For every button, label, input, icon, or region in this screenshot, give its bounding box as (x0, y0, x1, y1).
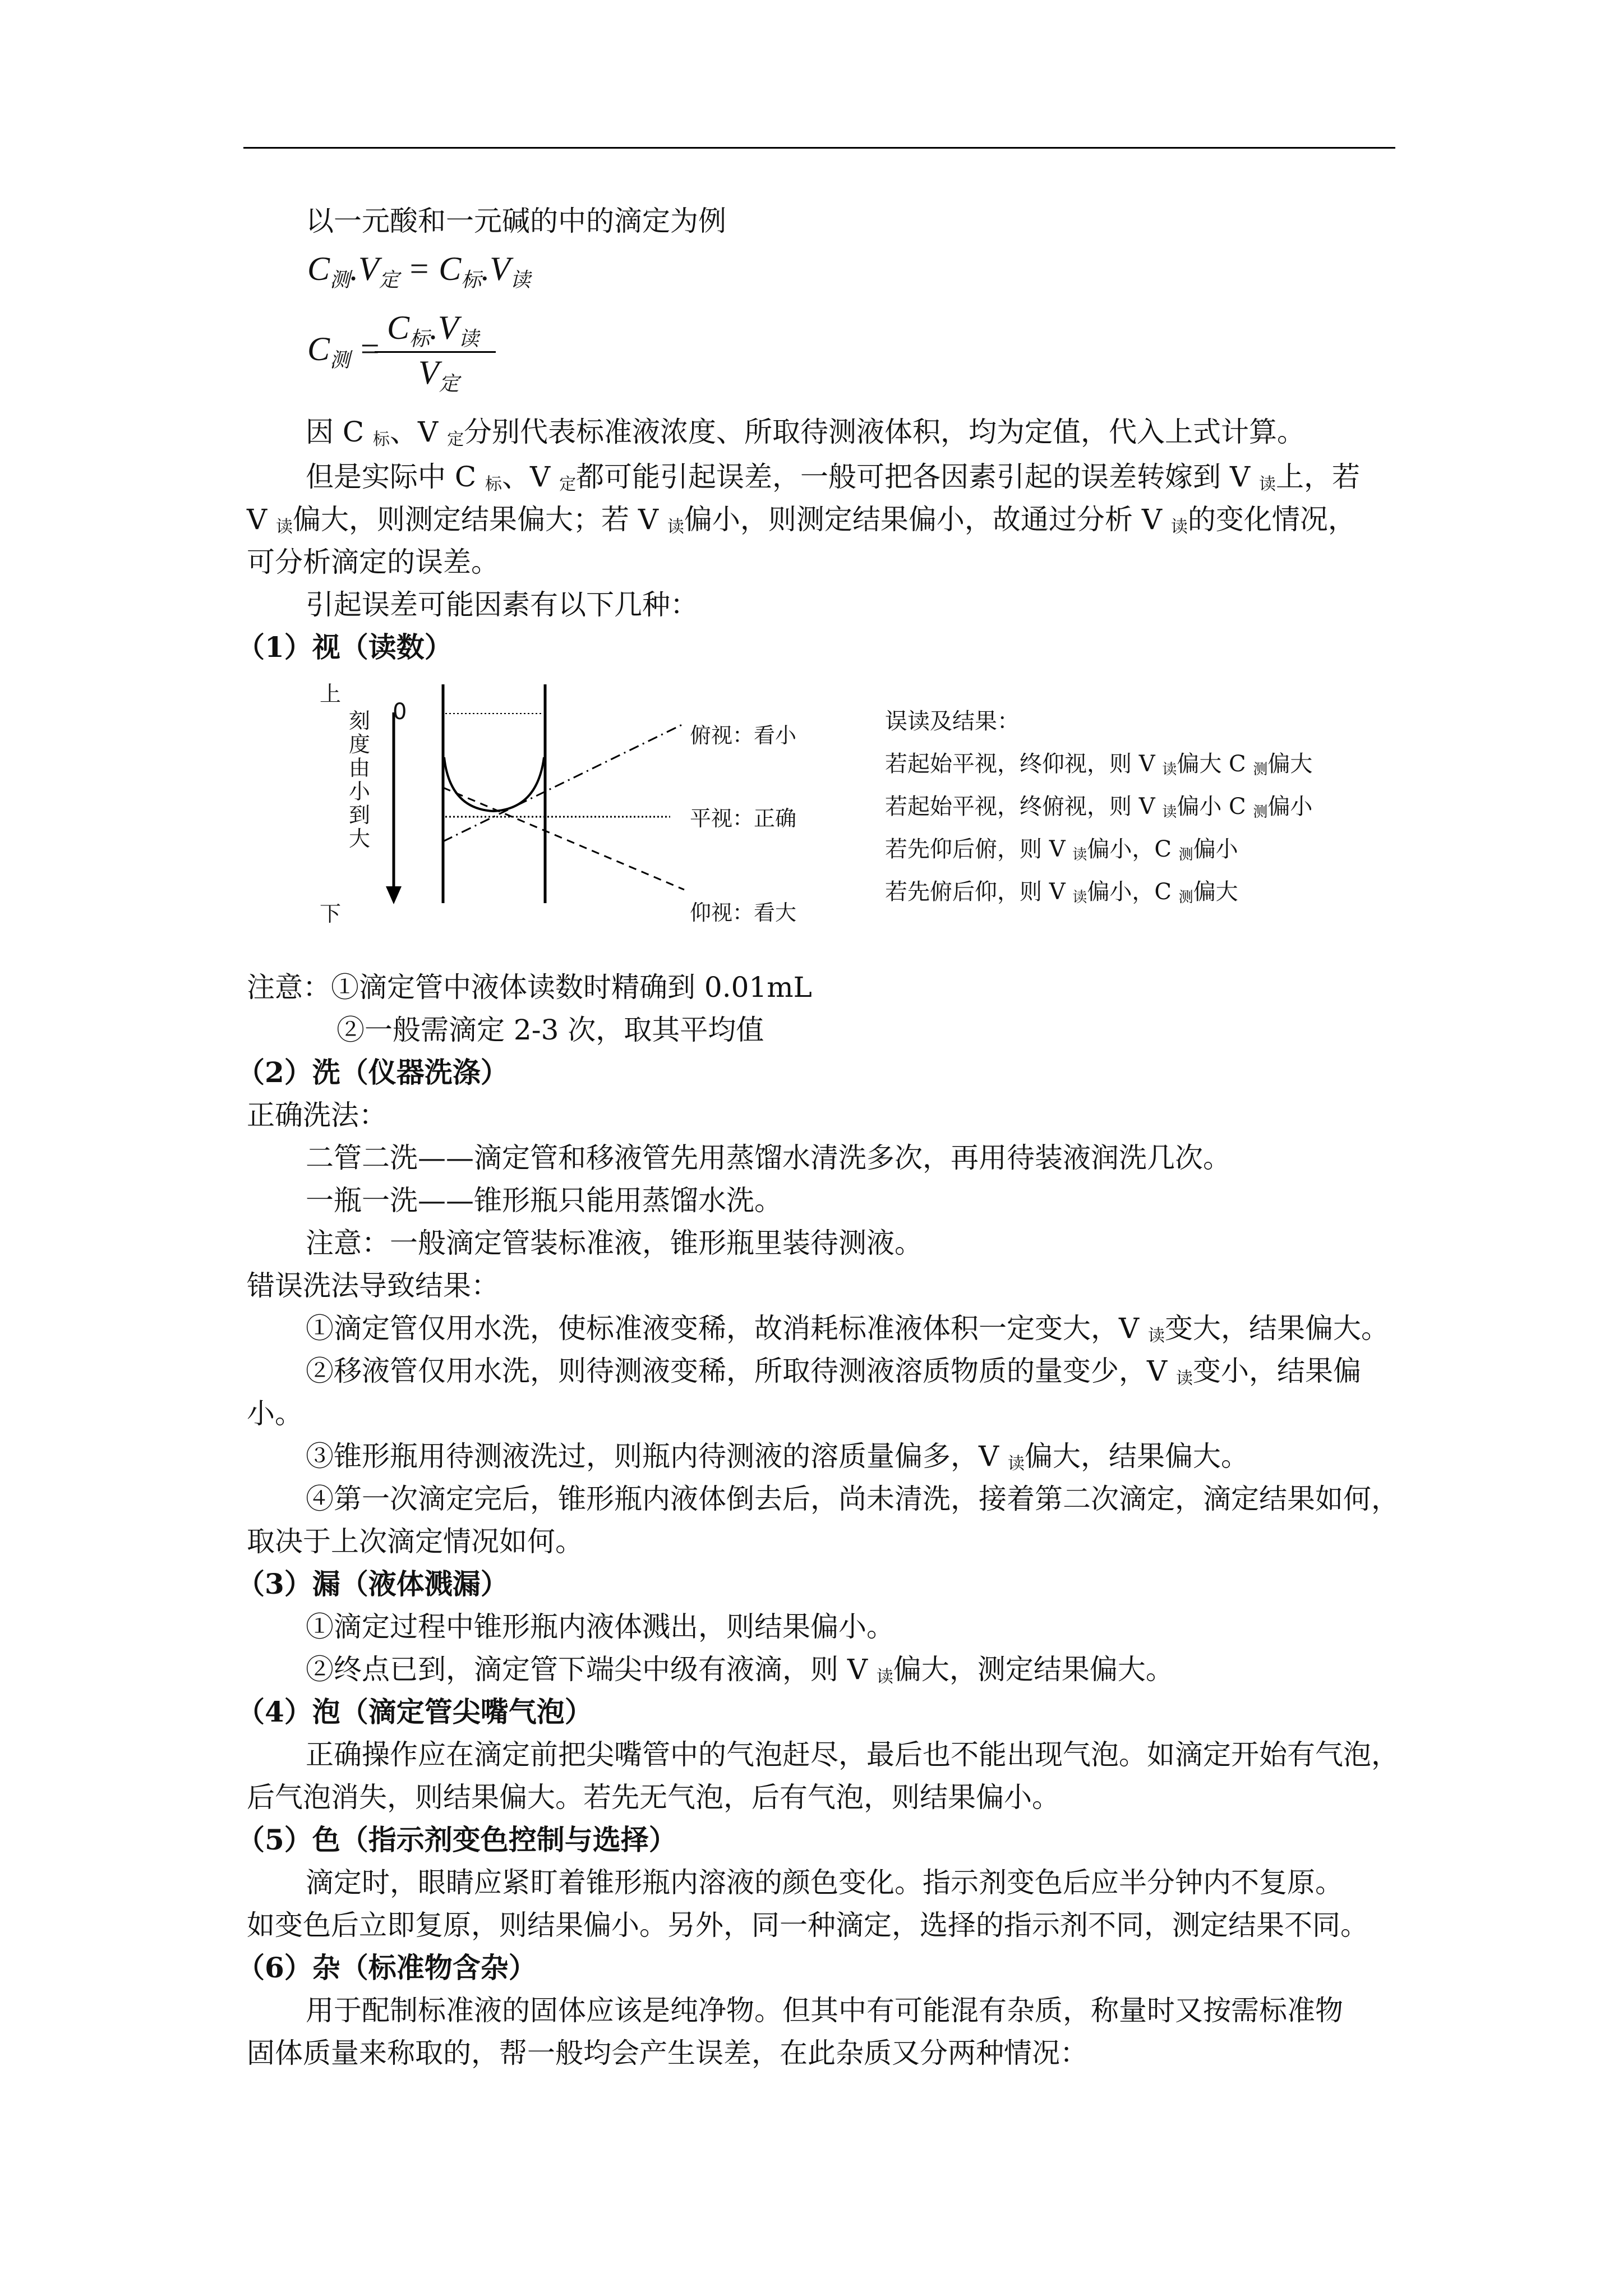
formula-equivalence: $C_测.V_定 = C_标.V_读$ (307, 250, 531, 291)
meniscus (444, 757, 544, 811)
look-up-sight-line (443, 788, 684, 890)
para-error-line1: 但是实际中 C $_标$、V $_定$都可能引起误差，一般可把各因素引起的误差转嫁到 V $_读$上，若 (306, 461, 1360, 494)
look-down-sight-line (443, 724, 684, 841)
look-up-label: 仰视：看大 (690, 900, 797, 925)
look-down-label: 俯视：看小 (690, 723, 797, 748)
section-heading-bubble: （4）泡（滴定管尖嘴气泡） (237, 1695, 593, 1728)
section-heading-reading: （1）视（读数） (237, 631, 453, 664)
impurity-1: 用于配制标准液的固体应该是纯净物。但其中有可能混有杂质，称量时又按需标准物 (306, 1994, 1343, 2027)
note-precision: 注意：①滴定管中液体读数时精确到 0.01mL (247, 971, 812, 1004)
correct-wash-label: 正确洗法： (247, 1099, 387, 1131)
indicator-1: 滴定时，眼睛应紧盯着锥形瓶内溶液的颜色变化。指示剂变色后应半分钟内不复原。 (306, 1866, 1343, 1899)
wrong-wash-3: ③锥形瓶用待测液洗过，则瓶内待测液的溶质量偏多，V $_读$偏大，结果偏大。 (306, 1440, 1249, 1474)
header-rule (243, 147, 1395, 149)
label-top: 上 (320, 682, 342, 706)
arrow-head-icon (386, 886, 402, 904)
result-item: 若起始平视，终仰视，则 V $_读$偏大 C $_测$偏大 (885, 751, 1313, 778)
indicator-2: 如变色后立即复原，则结果偏小。另外，同一种滴定，选择的指示剂不同，测定结果不同。 (247, 1909, 1368, 1941)
splash-1: ①滴定过程中锥形瓶内液体溅出，则结果偏小。 (306, 1611, 895, 1643)
results-title: 误读及结果： (885, 708, 1020, 734)
impurity-2: 固体质量来称取的，帮一般均会产生误差，在此杂质又分两种情况： (247, 2037, 1088, 2069)
scale-char-3: 由 (349, 756, 371, 780)
para-factors: 引起误差可能因素有以下几种： (306, 588, 698, 621)
scale-char-6: 大 (349, 826, 371, 851)
wrong-wash-4-cont: 取决于上次滴定情况如何。 (247, 1525, 583, 1558)
bubble-2: 后气泡消失，则结果偏大。若先无气泡，后有气泡，则结果偏小。 (247, 1781, 1060, 1814)
scale-char-5: 到 (349, 803, 371, 827)
result-item: 若先俯后仰，则 V $_读$偏小，C $_测$偏大 (885, 879, 1238, 906)
label-bottom: 下 (320, 901, 342, 926)
section-heading-impurity: （6）杂（标准物含杂） (237, 1951, 537, 1984)
scale-char-4: 小 (349, 779, 371, 804)
para-error-line2: V $_读$偏大，则测定结果偏大；若 V $_读$偏小，则测定结果偏小，故通过分析 V $_读$的变化情况， (247, 503, 1356, 537)
wash-flask: 一瓶一洗——锥形瓶只能用蒸馏水洗。 (306, 1184, 782, 1217)
wash-note: 注意：一般滴定管装标准液，锥形瓶里装待测液。 (306, 1227, 923, 1259)
wrong-wash-1: ①滴定管仅用水洗，使标准液变稀，故消耗标准液体积一定变大，V $_读$变大，结果偏大。 (306, 1312, 1390, 1346)
wrong-wash-2-cont: 小。 (247, 1397, 303, 1430)
wash-tubes: 二管二洗——滴定管和移液管先用蒸馏水清洗多次，再用待装液润洗几次。 (306, 1142, 1231, 1174)
wrong-wash-label: 错误洗法导致结果： (247, 1269, 499, 1302)
para-error-line3: 可分析滴定的误差。 (247, 546, 499, 578)
section-heading-indicator: （5）色（指示剂变色控制与选择） (237, 1823, 677, 1856)
scale-char-2: 度 (349, 732, 371, 757)
intro-example: 以一元酸和一元碱的中的滴定为例 (306, 205, 726, 237)
burette-reading-diagram (303, 679, 875, 937)
result-item: 若起始平视，终俯视，则 V $_读$偏小 C $_测$偏小 (885, 794, 1313, 821)
wrong-wash-4: ④第一次滴定完后，锥形瓶内液体倒去后，尚未清洗，接着第二次滴定，滴定结果如何， (306, 1483, 1399, 1515)
para-constants: 因 C $_标$、V $_定$分别代表标准液浓度、所取待测液体积，均为定值，代入上式计算。 (306, 416, 1306, 449)
zero-mark: 0 (393, 699, 407, 725)
wrong-wash-2: ②移液管仅用水洗，则待测液变稀，所取待测液溶质物质的量变少，V $_读$变小，结果偏 (306, 1355, 1362, 1388)
bubble-1: 正确操作应在滴定前把尖嘴管中的气泡赶尽，最后也不能出现气泡。如滴定开始有气泡， (306, 1738, 1399, 1771)
result-item: 若先仰后俯，则 V $_读$偏小，C $_测$偏小 (885, 836, 1238, 863)
section-heading-washing: （2）洗（仪器洗涤） (237, 1056, 509, 1089)
scale-char-1: 刻 (349, 708, 371, 733)
splash-2: ②终点已到，滴定管下端尖中级有液滴，则 V $_读$偏大，测定结果偏大。 (306, 1653, 1174, 1687)
level-label: 平视：正确 (690, 806, 797, 831)
section-heading-splash: （3）漏（液体溅漏） (237, 1567, 509, 1600)
note-repeat: ②一般需滴定 2-3 次，取其平均值 (336, 1014, 764, 1046)
